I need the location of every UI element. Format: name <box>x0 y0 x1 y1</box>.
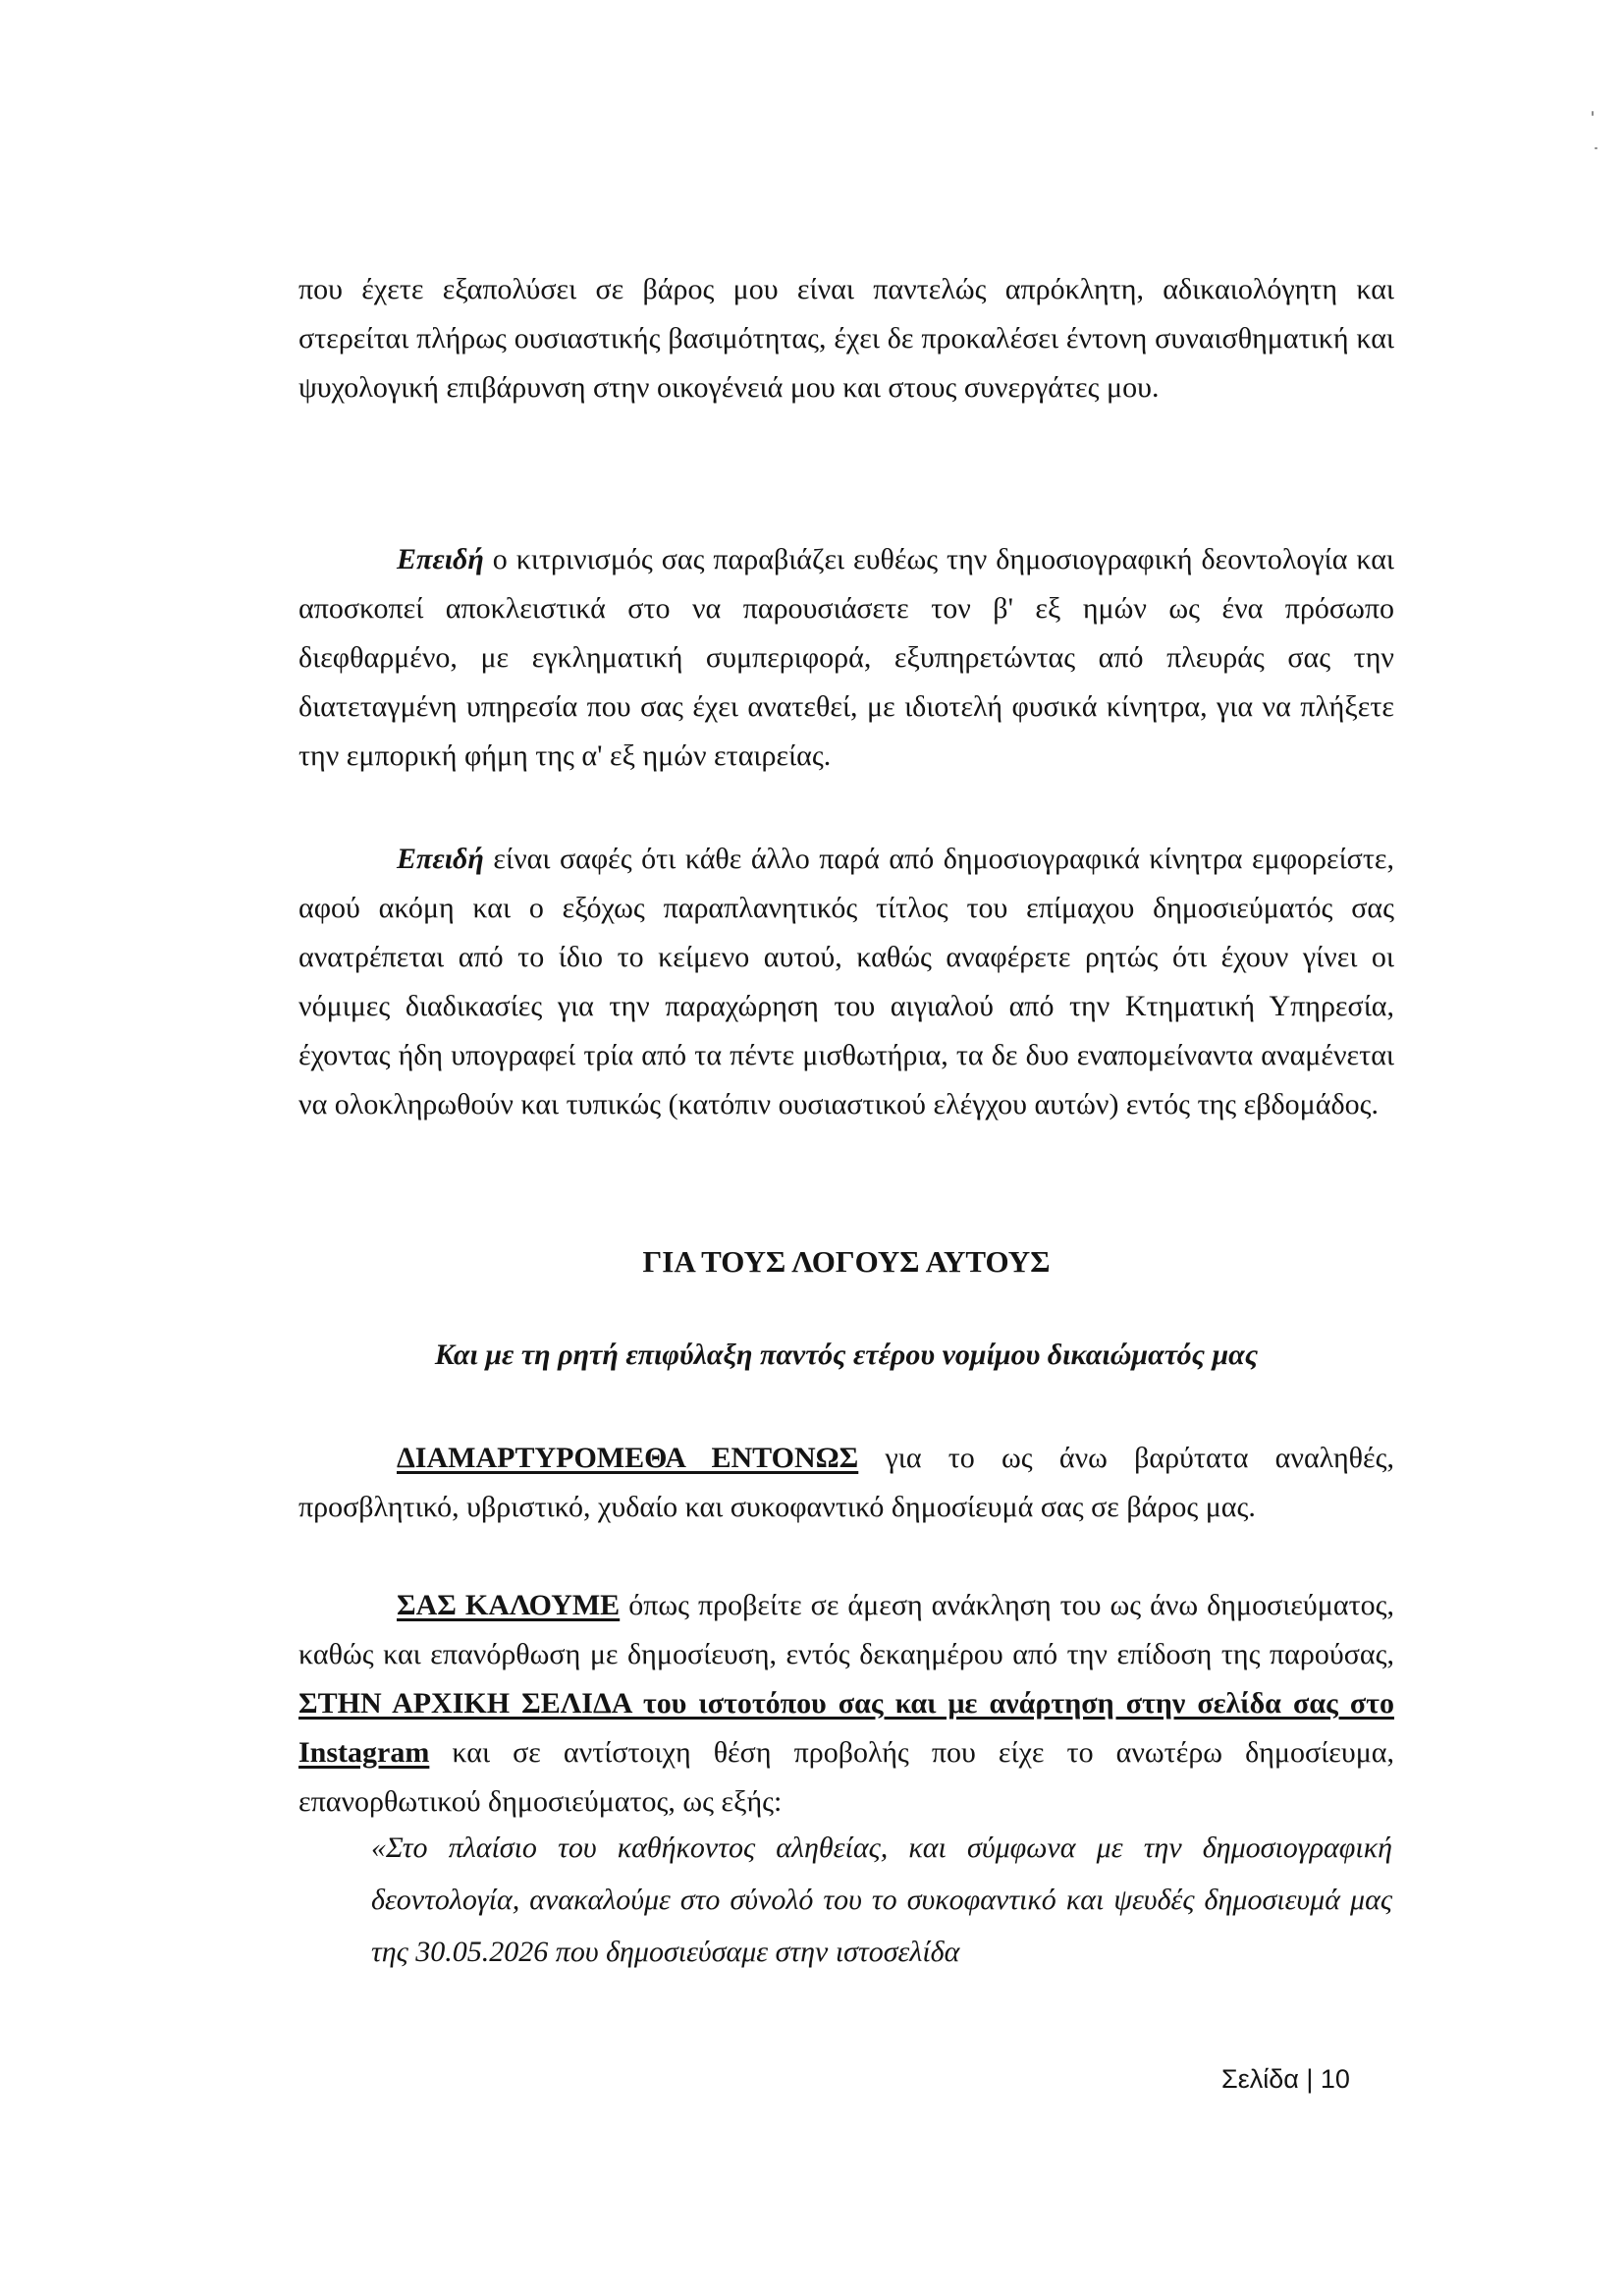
paragraph-text: όπως προβείτε σε άμεση ανάκληση του ως άνω δημοσιεύματος, καθώς και επανόρθωση με δημοσίευση, εντός δεκαημέρου από την επίδοση της παρούσας, <box>298 1589 1395 1670</box>
paragraph-whereas-2 <box>298 835 1394 1129</box>
call-lead: ΣΑΣ ΚΑΛΟΥΜΕ <box>397 1589 621 1621</box>
paragraph-text: που έχετε εξαπολύσει σε βάρος μου είναι παντελώς απρόκλητη, αδικαιολόγητη και στερείται πλήρως ουσιαστικής βασιμότητας, έχει δε προκαλέσει έντονη συναισθηματική και ψυχολογική επιβάρυνση στην οικογένειά μου και στους συνεργάτες μου. <box>298 273 1394 404</box>
paragraph-text: για το ως άνω βαρύτατα αναληθές, προσβλητικό, υβριστικό, χυδαίο και συκοφαντικό δημοσίευμά σας σε βάρος μας. <box>298 1442 1394 1523</box>
reservation-line: Και με τη ρητή επιφύλαξη παντός ετέρου νομίμου δικαιώματός μας <box>434 1339 1259 1371</box>
paragraph-call <box>298 1581 1394 1827</box>
scan-speck <box>1592 111 1594 116</box>
scan-speck <box>1595 147 1597 149</box>
paragraph-continuation <box>298 265 1394 412</box>
call-emphasis: ΣΤΗΝ ΑΡΧΙΚΗ ΣΕΛΙΔΑ του ιστοτόπου σας και με ανάρτηση στην σελίδα σας στο Instagram <box>298 1687 1394 1769</box>
paragraph-text: και σε αντίστοιχη θέση προβολής που είχε το ανωτέρω δημοσίευμα, επανορθωτικού δημοσιεύματος, ως εξής: <box>298 1736 1395 1818</box>
page-number: Σελίδα | 10 <box>1221 2064 1350 2094</box>
paragraph-text: είναι σαφές ότι κάθε άλλο παρά από δημοσιογραφικά κίνητρα εμφορείστε, αφού ακόμη και ο εξόχως παραπλανητικός τίτλος του επίμαχου δημοσιεύματός σας ανατρέπεται από το ίδιο το κείμενο αυτού, καθώς αναφέρετε ρητώς ότι έχουν γίνει οι νόμιμες διαδικασίες για την παραχώρηση του αιγιαλού από την Κτηματική Υπηρεσία, έχοντας ήδη υπογραφεί τρία από τα πέντε μισθωτήρια, τα δε δυο εναπομείναντα αναμένεται να ολοκληρωθούν και τυπικώς (κατόπιν ουσιαστικού ελέγχου αυτών) εντός της εβδομάδος. <box>298 843 1395 1120</box>
paragraph-whereas-1 <box>298 535 1394 781</box>
protest-lead: ΔΙΑΜΑΡΤΥΡΟΜΕΘΑ ΕΝΤΟΝΩΣ <box>397 1442 859 1474</box>
whereas-lead: Επειδή <box>397 843 484 875</box>
paragraph-protest <box>298 1434 1394 1532</box>
whereas-lead: Επειδή <box>397 543 484 575</box>
retraction-quote: «Στο πλαίσιο του καθήκοντος αληθείας, και σύμφωνα με την δημοσιογραφική δεοντολογία, ανακαλούμε στο σύνολό του το συκοφαντικό και ψευδές δημοσιευμά μας της 30.05.2026 που δημοσιεύσαμε στην ιστοσελίδα <box>371 1831 1392 1968</box>
paragraph-text: ο κιτρινισμός σας παραβιάζει ευθέως την δημοσιογραφική δεοντολογία και αποσκοπεί αποκλειστικά στο να παρουσιάσετε τον β' εξ ημών ως ένα πρόσωπο διεφθαρμένο, με εγκληματική συμπεριφορά, εξυπηρετώντας από πλευράς σας την διατεταγμένη υπηρεσία που σας έχει ανατεθεί, με ιδιοτελή φυσικά κίνητρα, για να πλήξετε την εμπορική φήμη της α' εξ ημών εταιρείας. <box>298 543 1394 772</box>
section-heading: ΓΙΑ ΤΟΥΣ ΛΟΓΟΥΣ ΑΥΤΟΥΣ <box>642 1244 1051 1279</box>
